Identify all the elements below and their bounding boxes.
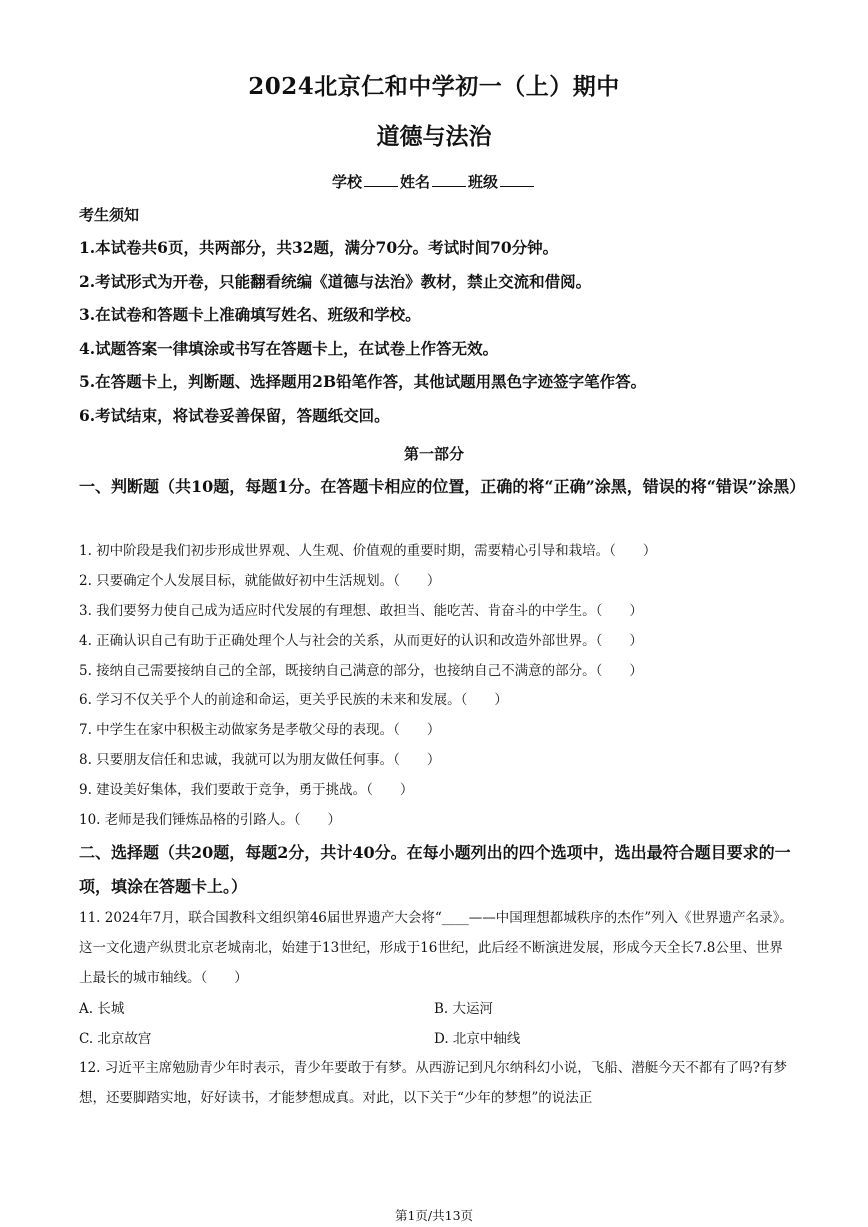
class-label: 班级 [468,173,499,191]
question-11-options [79,994,794,1054]
page-footer: 第1页/共13页 [394,1208,474,1223]
name-blank [432,172,466,187]
school-blank [364,172,398,187]
student-info-line [0,171,868,192]
exam-title: 2024北京仁和中学初一（上）期中 [248,73,620,100]
question-item: 4. 正确认识自己有助于正确处理个人与社会的关系，从而更好的认识和改造外部世界。（ ） [79,632,643,649]
question-item: 3. 我们要努力使自己成为适应时代发展的有理想、敢担当、能吃苦、肯奋斗的中学生。（ ） [79,602,643,619]
question-item: 9. 建设美好集体，我们要敢于竞争，勇于挑战。（ ） [79,782,414,799]
true-false-list [79,540,809,839]
notice-item: 3.在试卷和答题卡上准确填写姓名、班级和学校。 [79,305,421,325]
notice-item: 1.本试卷共6页，共两部分，共32题，满分70分。考试时间70分钟。 [79,238,559,257]
part-title: 第一部分 [403,445,464,463]
school-label: 学校 [331,173,362,191]
question-item: 10. 老师是我们锤炼品格的引路人。（ ） [79,812,342,829]
question-item: 8. 只要朋友信任和忠诚，我就可以为朋友做任何事。（ ） [79,752,441,769]
class-blank [500,172,534,187]
question-12-stem: 12. 习近平主席勉励青少年时表示，青少年要敢于有梦。从西游记到凡尔纳科幻小说，飞船、潜艇今天不都有了吗?有梦想，还要脚踏实地，好好读书，才能梦想成真。对此，以下关于“少年的梦想”的说法正 [79,1060,787,1106]
section-heading-multiple-choice: 二、选择题（共20题，每题2分，共计40分。在每小题列出的四个选项中，选出最符合题目要求的一项，填涂在答题卡上。） [79,843,791,896]
option-row [79,994,794,1024]
question-11-stem: 11. 2024年7月，联合国教科文组织第46届世界遗产大会将“____——中国理想都城秩序的杰作”列入《世界遗产名录》。这一文化遗产纵贯北京老城南北，始建于13世纪，形成于16世纪，此后经不断演进发展，形成今天全长7.8公里、世界上最长的城市轴线。（ ） [79,910,793,986]
question-item: 1. 初中阶段是我们初步形成世界观、人生观、价值观的重要时期，需要精心引导和栽培。（ ） [79,543,657,559]
section-heading-true-false: 一、判断题（共10题，每题1分。在答题卡相应的位置，正确的将“正确”涂黑，错误的将“错误”涂黑） [79,477,806,496]
option-a: A. 长城 [79,1001,125,1017]
option-c: C. 北京故宫 [79,1031,152,1047]
notice-heading: 考生须知 [79,206,140,224]
option-b: B. 大运河 [434,1001,494,1017]
notice-item: 5.在答题卡上，判断题、选择题用2B铅笔作答，其他试题用黑色字迹签字笔作答。 [79,372,647,392]
option-row [79,1024,794,1054]
notice-list [79,236,809,438]
question-item: 6. 学习不仅关乎个人的前途和命运，更关乎民族的未来和发展。（ ） [79,692,508,709]
question-item: 5. 接纳自己需要接纳自己的全部，既接纳自己满意的部分，也接纳自己不满意的部分。（ ） [79,662,643,679]
name-label: 姓名 [399,173,430,191]
notice-item: 4.试题答案一律填涂或书写在答题卡上，在试卷上作答无效。 [79,338,499,358]
notice-item: 2.考试形式为开卷，只能翻看统编《道德与法治》教材，禁止交流和借阅。 [79,271,592,291]
question-item: 2. 只要确定个人发展目标，就能做好初中生活规划。（ ） [79,572,441,589]
notice-item: 6.考试结束，将试卷妥善保留，答题纸交回。 [79,405,390,425]
option-d: D. 北京中轴线 [434,1031,521,1047]
question-item: 7. 中学生在家中积极主动做家务是孝敬父母的表现。（ ） [79,722,441,739]
exam-subject: 道德与法治 [376,123,492,150]
